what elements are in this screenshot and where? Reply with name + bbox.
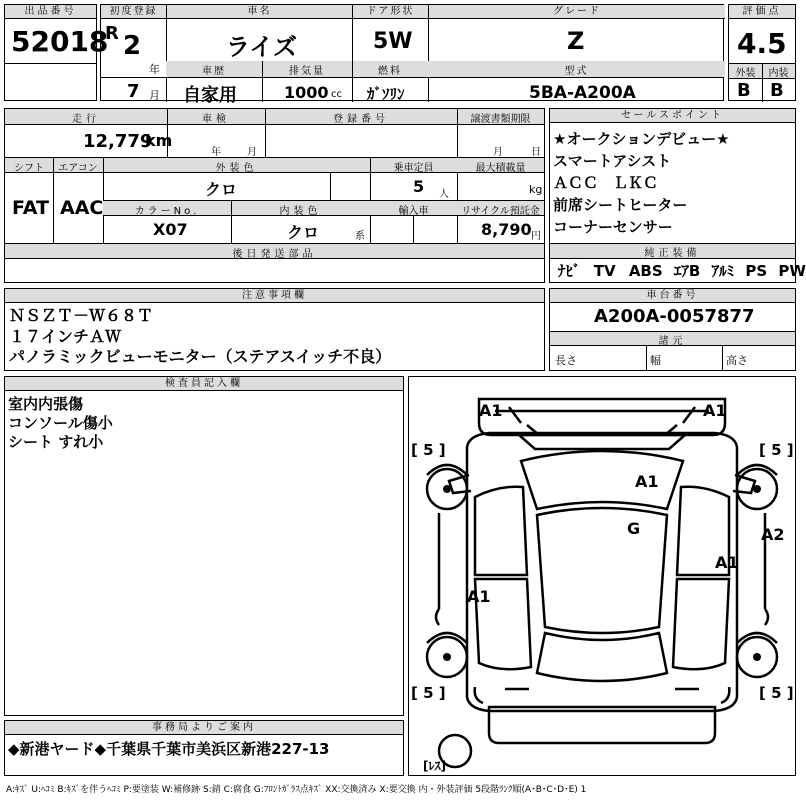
spare-tire: [ﾚｽ]: [423, 759, 446, 773]
transfer-label: 譲渡書類期限: [470, 114, 531, 125]
colorno-label: カラーNo.: [134, 206, 200, 217]
spec-label: 諸元: [658, 336, 687, 347]
era: R: [105, 23, 119, 44]
tire-rear-left: [ 5 ]: [411, 684, 446, 702]
equip-abs: ABS: [628, 262, 663, 280]
inspector-box: [4, 376, 404, 716]
score-box: [728, 4, 796, 101]
recycle-unit: 円: [531, 231, 541, 242]
month-unit: 月: [149, 89, 160, 102]
grade-value: Z: [567, 27, 585, 55]
tire-front-right: [ 5 ]: [759, 441, 794, 459]
history-label: 車歴: [202, 66, 226, 77]
length-label: 長さ: [555, 354, 577, 367]
fuel-value: ｶﾞｿﾘﾝ: [367, 85, 405, 103]
grade-label: グレード: [428, 5, 725, 19]
import-label: 輸入車: [398, 206, 429, 217]
equip-navi: ﾅﾋﾞ: [558, 262, 581, 280]
damage-diagram: [408, 376, 796, 776]
car-outline: [409, 377, 795, 775]
note-line-1: ＮＳＺＴ－Ｗ６８Ｔ: [9, 306, 154, 325]
height-label: 高さ: [726, 354, 748, 367]
sales-line-5: コーナーセンサー: [553, 218, 673, 236]
equip-pw: PW: [778, 262, 806, 280]
shift-label: シフト: [14, 163, 44, 174]
sales-label: セールスポイント: [550, 109, 795, 123]
fuel-label: 燃料: [378, 66, 402, 77]
mileage-unit: km: [145, 131, 173, 150]
mileage-label: 走行: [72, 114, 100, 125]
reg-year: 2: [123, 31, 142, 61]
mark-left-door: A1: [467, 587, 491, 606]
door-label: ドア形状: [352, 5, 428, 19]
displacement-label: 排気量: [289, 66, 325, 77]
sales-line-1: ★オークションデビュー★: [553, 130, 730, 148]
year-unit: 年: [149, 63, 160, 76]
mark-roof: A1: [635, 472, 659, 491]
lot-label: 出品番号: [5, 5, 96, 19]
ac-label: エアコン: [58, 163, 98, 174]
displacement-value: 1000: [284, 83, 329, 102]
intcolor-label: 内装色: [279, 206, 322, 217]
history-value: 自家用: [183, 85, 237, 106]
sales-line-4: 前席シートヒーター: [553, 196, 688, 214]
tire-rear-right: [ 5 ]: [759, 684, 794, 702]
displacement-unit: cc: [331, 89, 342, 100]
sales-line-2: スマートアシスト: [553, 152, 672, 170]
office-text: ◆新港ヤード◆千葉県千葉市美浜区新港227-13: [8, 740, 330, 758]
equip-label: 純正装備: [644, 248, 701, 259]
capacity-unit: 人: [439, 189, 449, 200]
score-value: 4.5: [737, 27, 787, 60]
inspector-label: 検査員記入欄: [5, 377, 403, 391]
first-reg-label: 初度登録: [100, 5, 166, 19]
ac-value: AAC: [60, 197, 104, 219]
mark-glass: G: [627, 519, 641, 538]
transfer-day-unit: 日: [531, 147, 541, 158]
model-value: 5BA-A200A: [529, 83, 636, 103]
model-label: 型式: [564, 66, 589, 77]
recycle-label: リサイクル預託金: [461, 206, 540, 217]
inspection-label: 車検: [202, 114, 230, 125]
office-label: 事務局よりご案内: [5, 721, 403, 735]
note-line-2: １７インチＡＷ: [9, 327, 122, 346]
name-label: 車名: [166, 5, 352, 19]
note-line-3: パノラミックビューモニター（ステアスイッチ不良）: [9, 347, 392, 366]
lot-box: [4, 4, 109, 101]
reg-month: 7: [127, 81, 140, 102]
colorno-value: X07: [153, 220, 188, 239]
regno-label: 登録番号: [333, 114, 389, 125]
equip-ps: PS: [745, 262, 768, 280]
shift-value: FAT: [12, 197, 49, 219]
car-name: ライズ: [226, 33, 298, 61]
color-value: クロ: [205, 180, 238, 199]
color-label: 外装色: [215, 163, 258, 174]
notes-label: 注意事項欄: [5, 289, 544, 303]
later-parts-label: 後日発送部品: [232, 249, 317, 260]
chassis-box: [549, 288, 796, 371]
mark-front-right: A1: [703, 401, 727, 420]
mark-front-left: A1: [479, 401, 503, 420]
width-label: 幅: [650, 354, 661, 367]
details-box: [4, 108, 545, 283]
chassis-label: 車台番号: [550, 289, 795, 303]
ext-score: B: [737, 80, 751, 101]
equip-airbag: ｴｱB: [673, 262, 701, 280]
load-unit: kg: [529, 183, 543, 196]
sales-line-3: ＡＣＣ ＬＫＣ: [553, 174, 659, 192]
transfer-month-unit: 月: [493, 147, 503, 158]
inspector-line-2: コンソール傷小: [8, 414, 113, 432]
chassis-number: A200A-0057877: [594, 306, 755, 327]
inspector-line-3: シート すれ小: [8, 433, 104, 451]
intcolor-unit: 系: [355, 231, 365, 242]
int-label: 内装: [768, 68, 789, 79]
mark-right-door: A1: [715, 553, 739, 572]
legend-text: A:ｷｽﾞ U:ﾍｺﾐ B:ｷｽﾞを伴うﾍｺﾐ P:要塗装 W:補修跡 S:錆 C:腐食 G:ﾌﾛﾝﾄｶﾞﾗｽ点ｷｽﾞ XX:交換済み X:要交換 内・外装評価 5段階ﾗﾝｸ順(A･B･C･D･E) 1: [6, 785, 587, 795]
door-type: 5W: [373, 29, 413, 54]
ext-label: 外装: [735, 68, 756, 79]
capacity-value: 5: [413, 177, 425, 196]
lot-number: 52018: [11, 25, 109, 58]
vehicle-info-box: [100, 4, 724, 106]
inspection-year-unit: 年: [211, 147, 221, 158]
sales-box: [549, 108, 806, 283]
score-label: 評価点: [729, 5, 795, 19]
inspection-month-unit: 月: [247, 147, 257, 158]
mark-right-fender: A2: [761, 525, 785, 544]
intcolor-value: クロ: [287, 223, 320, 242]
int-score: B: [770, 80, 784, 101]
recycle-value: 8,790: [481, 220, 532, 239]
inspector-line-1: 室内内張傷: [8, 395, 84, 413]
notes-box: [4, 288, 545, 371]
equip-tv: TV: [593, 262, 616, 280]
tire-front-left: [ 5 ]: [411, 441, 446, 459]
capacity-label: 乗車定員: [393, 163, 434, 174]
equip-alloy: ｱﾙﾐ: [711, 262, 735, 280]
mileage-value: 12,779: [83, 131, 153, 152]
office-box: [4, 720, 404, 776]
load-label: 最大積載量: [475, 163, 526, 174]
